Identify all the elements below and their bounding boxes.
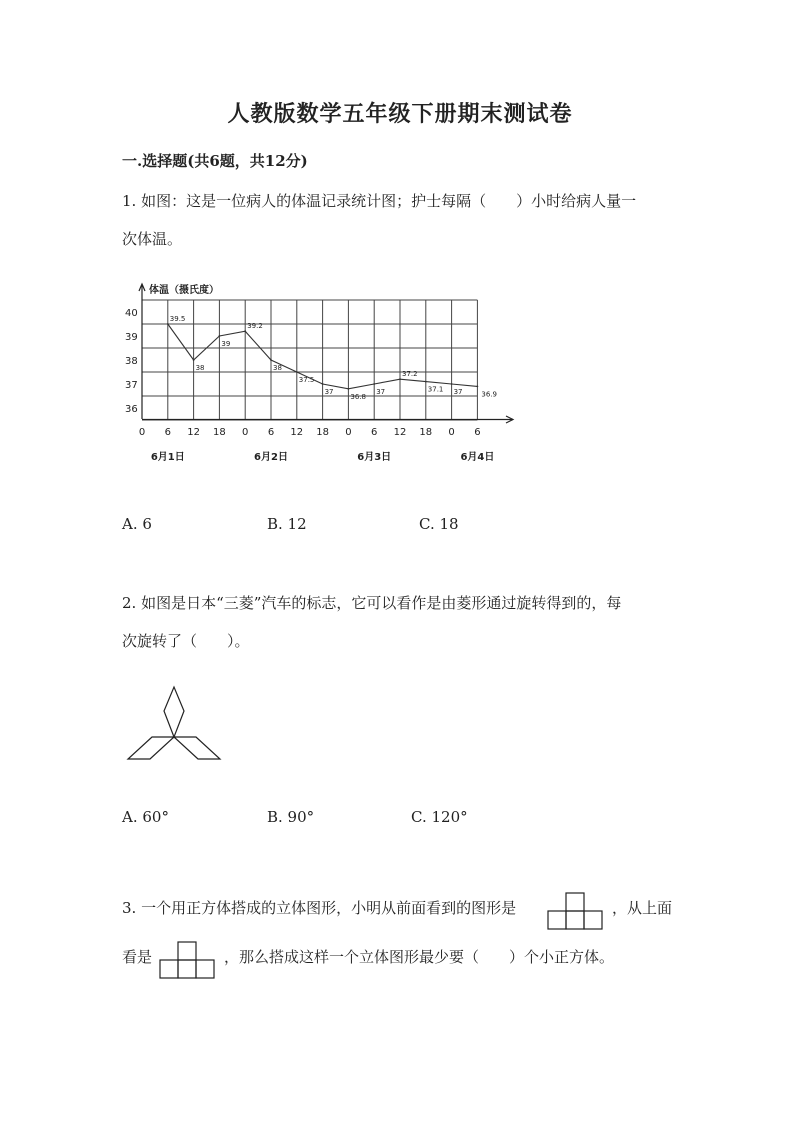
x-tick-label: 0 [345, 427, 352, 438]
data-point [451, 383, 453, 385]
chart-grid [142, 300, 477, 420]
day-label: 6月3日 [357, 452, 392, 463]
x-tick-label: 18 [213, 427, 226, 438]
q1-option-a[interactable]: A. 6 [122, 515, 152, 533]
day-label: 6月4日 [460, 452, 495, 463]
x-tick-label: 18 [316, 427, 329, 438]
y-tick-label: 36 [125, 404, 138, 415]
y-tick-label: 39 [125, 332, 138, 343]
data-point [219, 335, 221, 337]
mitsubishi-logo-figure [122, 685, 227, 765]
temperature-line-chart [125, 275, 525, 465]
q2-option-b[interactable]: B. 90° [267, 808, 315, 826]
section-heading: 一.选择题(共6题，共12分) [122, 152, 308, 170]
data-label: 38 [195, 364, 205, 372]
data-point [348, 388, 350, 390]
data-point [296, 371, 298, 373]
q2-option-c[interactable]: C. 120° [411, 808, 468, 826]
x-tick-label: 6 [371, 427, 378, 438]
data-point [322, 383, 324, 385]
data-point [193, 359, 195, 361]
data-label: 36.8 [350, 392, 366, 401]
data-label: 39 [221, 340, 231, 348]
x-tick-label: 0 [242, 427, 249, 438]
day-label: 6月2日 [254, 452, 288, 463]
question-2-text: 2. 如图是日本“三菱”汽车的标志，它可以看作是由菱形通过旋转得到的，每 [122, 594, 622, 612]
q1-option-b[interactable]: B. 12 [267, 515, 307, 533]
data-label: 39.2 [247, 322, 263, 331]
x-tick-label: 6 [164, 427, 171, 438]
question-1-text: 1. 如图：这是一位病人的体温记录统计图；护士每隔（ ）小时给病人量一 [122, 192, 637, 210]
data-label: 37.2 [402, 370, 418, 379]
chart-labels [125, 283, 497, 463]
data-point [373, 383, 375, 385]
x-tick-label: 12 [393, 427, 407, 438]
front-view-figure [546, 891, 606, 931]
data-label: 37.5 [298, 376, 315, 384]
x-tick-label: 18 [419, 427, 433, 438]
x-tick-label: 6 [267, 427, 275, 438]
rhombus-left [128, 737, 174, 759]
page-title: 人教版数学五年级下册期末测试卷 [227, 101, 573, 127]
data-label: 39.5 [169, 315, 186, 323]
q2-option-a[interactable]: A. 60° [122, 808, 169, 826]
question-2-text-cont: 次旋转了（ ）。 [122, 632, 250, 650]
data-label: 37.1 [427, 385, 444, 394]
question-3-text-part2: ，从上面 [612, 899, 673, 917]
chart-axes [139, 284, 513, 423]
x-tick-label: 0 [138, 427, 146, 438]
data-point [399, 378, 401, 380]
x-tick-label: 12 [187, 427, 200, 438]
x-tick-label: 0 [448, 427, 455, 438]
data-label: 37 [324, 388, 334, 396]
data-label: 36.9 [481, 390, 497, 399]
x-tick-label: 6 [474, 427, 481, 438]
rhombus-top [164, 687, 184, 737]
data-point [477, 386, 479, 388]
y-axis-label: 体温（摄氏度） [149, 285, 219, 296]
data-label: 37 [453, 388, 463, 396]
data-point [270, 359, 272, 361]
top-view-figure [158, 940, 218, 980]
data-point [167, 323, 169, 325]
question-3-text-part4: ，那么搭成这样一个立体图形最少要（ ）个小正方体。 [224, 948, 615, 966]
question-3-text-part3: 看是 [122, 948, 153, 966]
question-1-text-cont: 次体温。 [122, 230, 183, 248]
question-3-text [122, 897, 516, 918]
data-point [425, 381, 427, 383]
q1-option-c[interactable]: C. 18 [419, 515, 459, 533]
data-point [244, 330, 246, 332]
y-tick-label: 37 [125, 380, 138, 391]
data-label: 38 [273, 364, 282, 372]
question-3-text-part1: 3. 一个用正方体搭成的立体图形，小明从前面看到的图形是 [122, 899, 517, 917]
x-tick-label: 12 [290, 427, 304, 438]
rhombus-right [174, 737, 220, 759]
data-label: 37 [376, 388, 386, 396]
y-tick-label: 38 [125, 356, 138, 367]
day-label: 6月1日 [150, 452, 185, 463]
y-tick-label: 40 [125, 308, 138, 319]
